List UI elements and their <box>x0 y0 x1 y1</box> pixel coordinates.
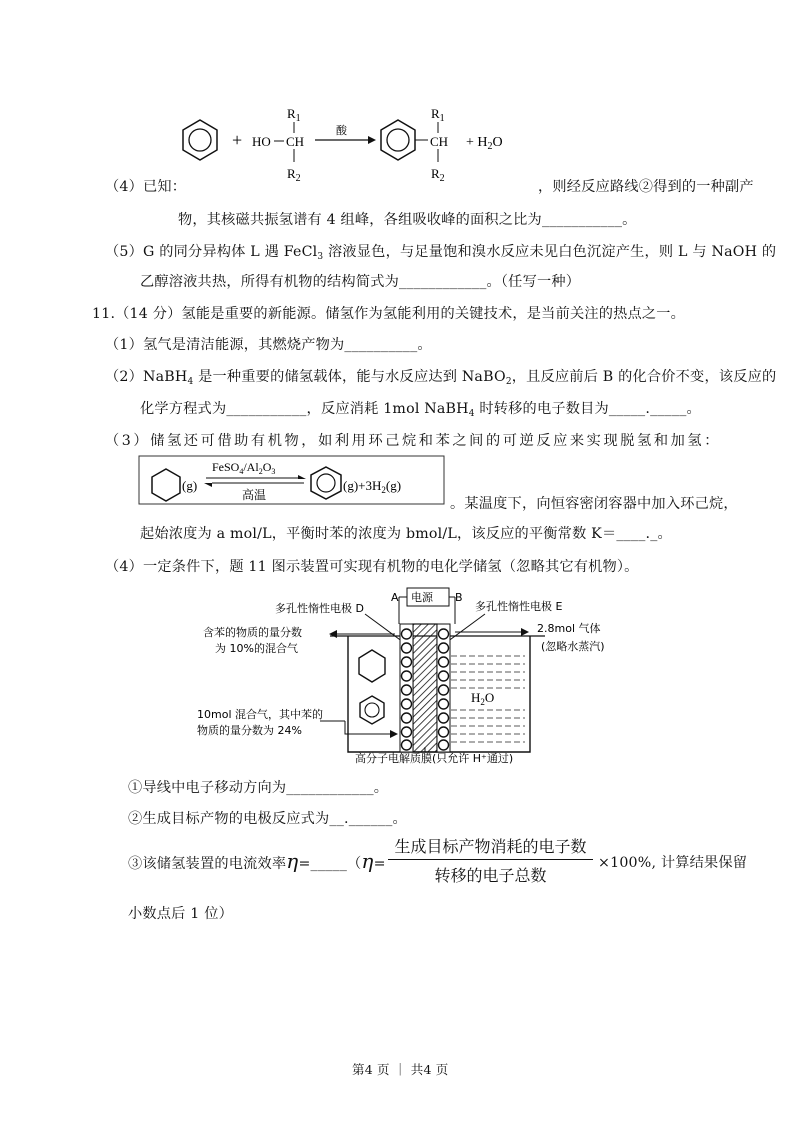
inlet-label-1: 10mol 混合气，其中苯的 <box>197 708 323 721</box>
q10-part5-line2: 乙醇溶液共热，所得有机物的结构简式为____________。（任写一种） <box>140 274 581 290</box>
outlet-left-label-1: 含苯的物质的量分数 <box>203 626 302 639</box>
q11-header: 11.（14 分）氢能是重要的新能源。储氢作为氢能利用的关键技术，是当前关注的热点之一。 <box>92 306 686 322</box>
q11-sub2: ②生成目标产物的电极反应式为__.______。 <box>128 811 407 827</box>
page-footer: 第4 页 ｜ 共4 页 <box>352 1062 449 1077</box>
electrode-e <box>437 624 450 752</box>
electrochemical-cell-diagram <box>185 584 730 764</box>
svg-text:(g): (g) <box>182 478 198 493</box>
q11-part2-line1: （2）NaBH$_4$ 是一种重要的储氢载体，能与水反应达到 NaBO$_2$，且反应前后 B 的化合价不变，该反应的 <box>105 369 777 387</box>
q11-part1: （1）氢气是清洁能源，其燃烧产物为__________。 <box>105 337 432 353</box>
q10-part4-tail: ，则经反应路线②得到的一种副产 <box>538 179 754 195</box>
q10-part4-line2: 物，其核磁共振氢谱有 4 组峰，各组吸收峰的面积之比为___________。 <box>178 212 637 228</box>
q11-sub3-line2: 小数点后 1 位） <box>128 906 233 922</box>
outlet-left-label-2: 为 10%的混合气 <box>215 642 298 655</box>
svg-text:CH: CH <box>430 134 449 149</box>
q11-sub3: ③该储氢装置的电流效率η=_____（η= <box>128 849 386 873</box>
q11-part4-line1: （4）一定条件下，题 11 图示装置可实现有机物的电化学储氢（忽略其它有机物）。 <box>105 559 639 575</box>
benzene-ring-3 <box>311 467 341 499</box>
svg-text:高温: 高温 <box>242 488 267 502</box>
q11-sub1: ①导线中电子移动方向为____________。 <box>128 780 389 796</box>
outlet-right-label-1: 2.8mol 气体 <box>537 622 601 635</box>
water-label: $H_2O$ <box>471 690 495 707</box>
electrode-d-label: 多孔性惰性电极 D <box>275 602 364 615</box>
benzene-ring-1 <box>183 120 217 160</box>
q11-part3-line2: 。某温度下，向恒容密闭容器中加入环己烷， <box>450 496 738 512</box>
q11-sub3-tail: ×100%, 计算结果保留 <box>598 855 748 871</box>
dehydrogenation-equation <box>138 455 448 507</box>
svg-text:R1: $R_1$ <box>431 106 445 124</box>
electrode-d <box>400 624 413 752</box>
terminal-a: A <box>391 591 399 604</box>
ho-group: HO <box>252 134 271 149</box>
ch-group: CH <box>286 134 305 149</box>
efficiency-fraction <box>388 834 593 886</box>
svg-text:R2: $R_2$ <box>287 166 301 184</box>
benzene-icon <box>360 696 384 724</box>
inlet-label-2: 物质的量分数为 24% <box>197 724 302 737</box>
water-product: + $H_2O$ <box>466 135 503 152</box>
svg-text:(g)+3H2(g): $(g)+3H_2(g)$ <box>343 478 402 495</box>
svg-text:R1: $R_1$ <box>287 106 301 124</box>
plus-sign: + <box>232 130 243 150</box>
cyclohexane-icon <box>359 650 385 682</box>
power-source-label: 电源 <box>411 591 433 604</box>
q11-part3-line1: （3）储氢还可借助有机物，如利用环己烷和苯之间的可逆反应来实现脱氢和加氢： <box>105 433 721 449</box>
outlet-right-label-2: (忽略水蒸汽) <box>541 640 605 653</box>
cyclohexane-ring <box>152 469 180 501</box>
polymer-membrane <box>413 624 437 752</box>
electrode-e-label: 多孔性惰性电极 E <box>475 600 563 613</box>
q11-part3-line3: 起始浓度为 a mol/L，平衡时苯的浓度为 bmol/L，该反应的平衡常数 K＝____._。 <box>140 526 672 542</box>
fraction-numerator: 生成目标产物消耗的电子数 <box>388 834 593 860</box>
q10-part4-label: （4）已知： <box>105 179 187 195</box>
q10-part5-line1: （5）G 的同分异构体 L 遇 FeCl$_3$ 溶液显色，与足量饱和溴水反应未见白色沉淀产生，则 L 与 NaOH 的 <box>105 244 777 262</box>
membrane-label: 高分子电解质膜(只允许 H⁺通过) <box>355 752 514 764</box>
reaction-scheme <box>170 100 550 190</box>
catalyst-acid: 酸 <box>336 125 347 137</box>
fraction-denominator: 转移的电子总数 <box>434 866 547 885</box>
terminal-b: B <box>455 591 463 604</box>
q11-part2-line2: 化学方程式为___________，反应消耗 1mol NaBH$_4$ 时转移的电子数目为_____._____。 <box>140 401 701 419</box>
svg-text:R2: $R_2$ <box>431 166 445 184</box>
benzene-ring-2 <box>381 120 415 160</box>
svg-text:FeSO4/Al2O3: $FeSO_4/Al_2O_3$ <box>212 460 276 476</box>
